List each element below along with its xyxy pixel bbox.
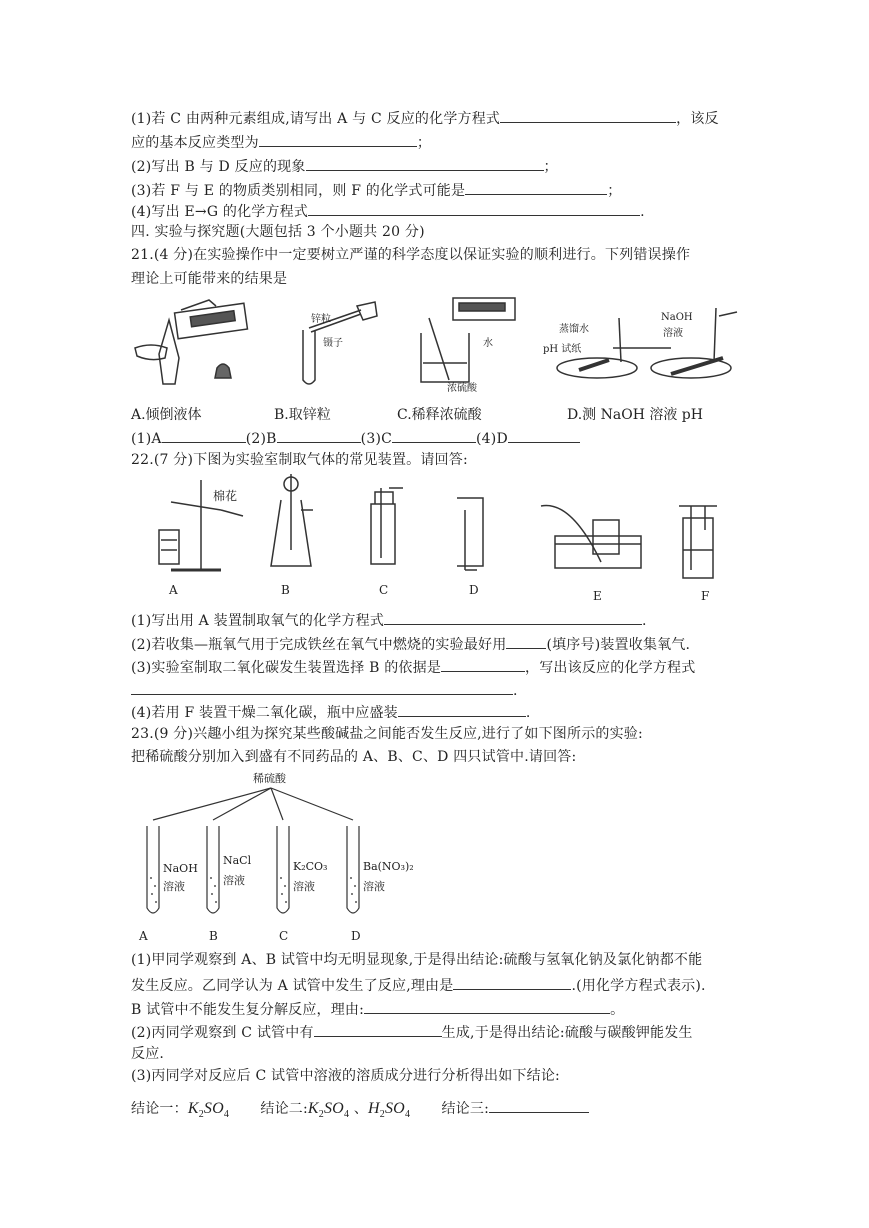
apparatus-label-b: B xyxy=(281,583,290,597)
formula-k2so4: $K_2SO_4$ xyxy=(187,1100,230,1121)
dilute-sulfuric-acid-label: 稀硫酸 xyxy=(253,772,286,785)
answer-blank[interactable] xyxy=(259,132,417,147)
section-heading: 四. 实验与探究题(大题包括 3 个小题共 20 分) xyxy=(131,224,425,240)
q23-part3: (3)丙同学对反应后 C 试管中溶液的溶质成分进行分析得出如下结论: xyxy=(131,1068,560,1084)
apparatus-label-c: C xyxy=(379,583,389,597)
q22-part3: (3)实验室制取二氧化碳发生装置选择 B 的依据是 ，写出该反应的化学方程式 xyxy=(131,657,695,677)
answer-blank[interactable] xyxy=(308,201,640,216)
apparatus-d-illustration xyxy=(457,498,483,570)
tube-c-formula: K₂CO₃ xyxy=(293,860,328,873)
apparatus-label-d: D xyxy=(469,583,479,597)
apparatus-e-illustration xyxy=(541,505,641,568)
apparatus-f-illustration xyxy=(679,506,717,578)
answer-blank[interactable] xyxy=(506,634,546,649)
tube-a-formula: NaOH xyxy=(163,862,198,875)
ph-paper-label: pH 试纸 xyxy=(543,344,582,355)
acid-label: 浓硫酸 xyxy=(447,383,477,394)
q22-part4: (4)若用 F 装置干燥二氧化碳，瓶中应盛装 . xyxy=(131,702,531,722)
q23-stem-2: 把稀硫酸分别加入到盛有不同药品的 A、B、C、D 四只试管中.请回答: xyxy=(131,749,577,765)
q20-part4: (4)写出 E→G 的化学方程式 . xyxy=(131,201,645,221)
apparatus-label-a: A xyxy=(169,583,178,597)
answer-blank-c[interactable] xyxy=(392,428,476,443)
tube-letter-c: C xyxy=(279,929,289,943)
answer-blank[interactable] xyxy=(489,1098,589,1113)
formula-k2so4: $K_2SO_4$ xyxy=(307,1100,350,1121)
tweezers-label: 镊子 xyxy=(323,338,343,349)
ph-test-illustration xyxy=(557,308,737,378)
q23-part1-a: (1)甲同学观察到 A、B 试管中均无明显现象,于是得出结论:硫酸与氢氧化钠及氯化钠都不能 xyxy=(131,952,703,968)
q21-stem-2: 理论上可能带来的结果是 xyxy=(131,271,288,287)
tube-b-solution: 溶液 xyxy=(223,874,245,887)
apparatus-b-illustration xyxy=(271,474,313,566)
zinc-label: 锌粒 xyxy=(311,314,331,325)
tube-c-solution: 溶液 xyxy=(293,880,315,893)
q20-part2: (2)写出 B 与 D 反应的现象 ； xyxy=(131,156,558,176)
solution-label: 溶液 xyxy=(663,328,683,339)
tube-letter-d: D xyxy=(351,929,361,943)
naoh-label: NaOH xyxy=(661,312,693,323)
q22-stem: 22.(7 分)下图为实验室制取气体的常见装置。请回答: xyxy=(131,452,468,468)
q21-caption-a: A.倾倒液体 xyxy=(131,407,202,423)
apparatus-label-f: F xyxy=(701,589,710,603)
answer-blank[interactable] xyxy=(364,999,610,1014)
q22-part2: (2)若收集—瓶氧气用于完成铁丝在氧气中燃烧的实验最好用 (填序号)装置收集氧气. xyxy=(131,634,690,654)
answer-blank[interactable] xyxy=(384,610,642,625)
tube-d-solution: 溶液 xyxy=(363,880,385,893)
q21-operations-figure xyxy=(131,288,741,396)
q20-part1-cont: 应的基本反应类型为 ； xyxy=(131,132,431,152)
q23-part2-cont: 反应. xyxy=(131,1046,165,1062)
q23-test-tubes-figure xyxy=(131,768,451,948)
apparatus-c-illustration xyxy=(371,488,403,564)
formula-h2so4: $H_2SO_4$ xyxy=(368,1100,411,1121)
answer-blank-a[interactable] xyxy=(162,428,246,443)
answer-blank[interactable] xyxy=(441,657,525,672)
answer-blank[interactable] xyxy=(500,108,676,123)
answer-blank[interactable] xyxy=(453,975,571,990)
tube-letter-a: A xyxy=(139,929,148,943)
q21-caption-b: B.取锌粒 xyxy=(274,407,331,423)
answer-blank-d[interactable] xyxy=(508,428,580,443)
answer-blank[interactable] xyxy=(131,680,513,695)
answer-blank[interactable] xyxy=(306,156,544,171)
tube-letter-b: B xyxy=(209,929,218,943)
cotton-label: 棉花 xyxy=(213,489,238,503)
q23-part2: (2)丙同学观察到 C 试管中有 生成,于是得出结论:硫酸与碳酸钾能发生 xyxy=(131,1022,693,1042)
answer-blank-b[interactable] xyxy=(277,428,361,443)
q23-conclusions: 结论一：$K_2SO_4$ 结论二$:K_2SO_4$ 、$H_2SO_4$ 结论三: xyxy=(131,1098,589,1124)
q23-part1-b: 发生反应。乙同学认为 A 试管中发生了反应,理由是 .(用化学方程式表示). xyxy=(131,975,706,995)
tube-b-formula: NaCl xyxy=(223,854,252,867)
q23-part1-c: B 试管中不能发生复分解反应，理由: 。 xyxy=(131,999,624,1019)
q20-part1: (1)若 C 由两种元素组成,请写出 A 与 C 反应的化学方程式 ，该反 xyxy=(131,108,719,128)
answer-blank[interactable] xyxy=(465,180,607,195)
distilled-water-label: 蒸馏水 xyxy=(559,324,589,335)
water-label: 水 xyxy=(483,338,493,349)
answer-blank[interactable] xyxy=(398,702,526,717)
q21-answers: (1)A (2)B (3)C (4)D xyxy=(131,428,580,448)
diluting-acid-illustration xyxy=(421,298,515,382)
tube-d-formula: Ba(NO₃)₂ xyxy=(363,860,414,873)
q20-part3: (3)若 F 与 E 的物质类别相同，则 F 的化学式可能是 ； xyxy=(131,180,621,200)
q23-stem-1: 23.(9 分)兴趣小组为探究某些酸碱盐之间能否发生反应,进行了如下图所示的实验: xyxy=(131,726,643,742)
q21-stem-1: 21.(4 分)在实验操作中一定要树立严谨的科学态度以保证实验的顺利进行。下列错误操作 xyxy=(131,247,691,263)
tube-a-solution: 溶液 xyxy=(163,880,185,893)
pouring-liquid-illustration xyxy=(135,300,247,384)
q21-caption-c: C.稀释浓硫酸 xyxy=(397,407,482,423)
q22-part3-cont: . xyxy=(131,680,518,700)
q21-caption-d: D.测 NaOH 溶液 pH xyxy=(567,407,703,423)
apparatus-label-e: E xyxy=(593,589,602,603)
answer-blank[interactable] xyxy=(314,1022,442,1037)
q22-part1: (1)写出用 A 装置制取氧气的化学方程式 . xyxy=(131,610,647,630)
q22-apparatus-figure xyxy=(131,470,741,610)
